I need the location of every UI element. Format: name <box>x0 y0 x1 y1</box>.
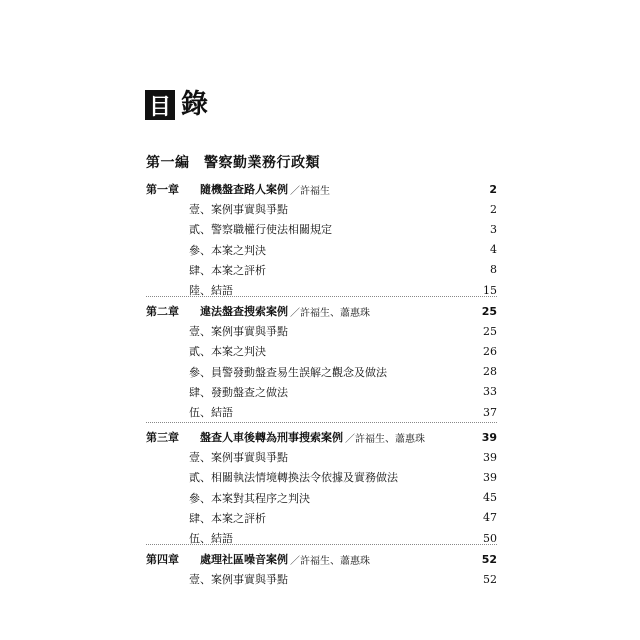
section-label: 肆、本案之評析 <box>189 511 266 525</box>
section-page: 25 <box>483 324 497 338</box>
section-page: 4 <box>490 243 497 257</box>
section-label: 壹、案例事實與爭點 <box>189 573 288 587</box>
section-label: 伍、結語 <box>189 532 233 545</box>
chapter-divider <box>146 296 497 297</box>
section-row <box>189 322 497 340</box>
chapter-author: ／許福生、蕭惠珠 <box>290 555 370 567</box>
section-label: 肆、發動盤查之做法 <box>189 385 288 399</box>
section-label: 參、員警發動盤查易生誤解之觀念及做法 <box>189 365 387 379</box>
section-row <box>189 448 497 466</box>
chapter-page: 2 <box>489 182 497 196</box>
section-label: 陸、結語 <box>189 284 233 297</box>
chapter-title: 隨機盤查路人案例 <box>200 183 288 196</box>
section-label: 貳、本案之判決 <box>189 345 266 359</box>
section-page: 28 <box>483 365 497 379</box>
chapter-title: 違法盤查搜索案例 <box>200 305 288 318</box>
section-label: 參、本案之判決 <box>189 243 266 257</box>
section-row <box>189 403 497 421</box>
section-page: 33 <box>483 385 497 399</box>
section-label: 壹、案例事實與爭點 <box>189 325 288 339</box>
section-row <box>189 363 497 381</box>
section-label: 貳、相關執法情境轉換法令依據及實務做法 <box>189 471 398 485</box>
section-row <box>189 261 497 279</box>
part-heading: 第一編 警察勤業務行政類 <box>146 155 320 171</box>
section-page: 39 <box>483 450 497 464</box>
section-page: 2 <box>490 202 497 216</box>
chapter-author: ／許福生、蕭惠珠 <box>345 433 425 445</box>
section-page: 52 <box>483 572 497 586</box>
section-label: 伍、結語 <box>189 406 233 419</box>
section-row <box>189 200 497 218</box>
section-row <box>189 489 497 507</box>
chapter-author: ／許福生、蕭惠珠 <box>290 307 370 319</box>
section-row <box>189 468 497 486</box>
chapter-number: 第三章 <box>146 431 179 444</box>
section-page: 26 <box>483 344 497 358</box>
section-page: 3 <box>490 222 497 236</box>
chapter-number: 第一章 <box>146 183 179 196</box>
chapter-page: 39 <box>481 430 497 444</box>
section-row <box>189 570 497 588</box>
chapter-author: ／許福生 <box>290 185 330 197</box>
section-row <box>189 241 497 259</box>
chapter-title: 處理社區噪音案例 <box>200 553 288 566</box>
section-row <box>189 509 497 527</box>
chapter-number: 第二章 <box>146 305 179 318</box>
chapter-row <box>146 428 497 446</box>
section-page: 39 <box>483 470 497 484</box>
section-page: 15 <box>483 283 497 297</box>
section-label: 壹、案例事實與爭點 <box>189 203 288 217</box>
toc-title-char: 錄 <box>181 89 208 120</box>
chapter-divider <box>146 544 497 545</box>
section-label: 壹、案例事實與爭點 <box>189 451 288 465</box>
chapter-row <box>146 180 497 198</box>
section-page: 37 <box>483 405 497 419</box>
chapter-row <box>146 550 497 568</box>
chapter-number: 第四章 <box>146 553 179 566</box>
chapter-page: 25 <box>481 304 497 318</box>
section-page: 45 <box>483 491 497 505</box>
section-page: 50 <box>483 531 497 545</box>
section-page: 8 <box>490 263 497 277</box>
section-page: 47 <box>483 511 497 525</box>
section-row <box>189 342 497 360</box>
section-row <box>189 383 497 401</box>
chapter-title: 盤查人車後轉為刑事搜索案例 <box>200 431 343 444</box>
toc-title-boxed-char: 目 <box>145 90 175 120</box>
chapter-divider <box>146 422 497 423</box>
chapter-row <box>146 302 497 320</box>
section-label: 參、本案對其程序之判決 <box>189 491 310 505</box>
section-label: 貳、警察職權行使法相關規定 <box>189 223 332 237</box>
section-row <box>189 220 497 238</box>
chapter-page: 52 <box>481 552 497 566</box>
section-label: 肆、本案之評析 <box>189 263 266 277</box>
